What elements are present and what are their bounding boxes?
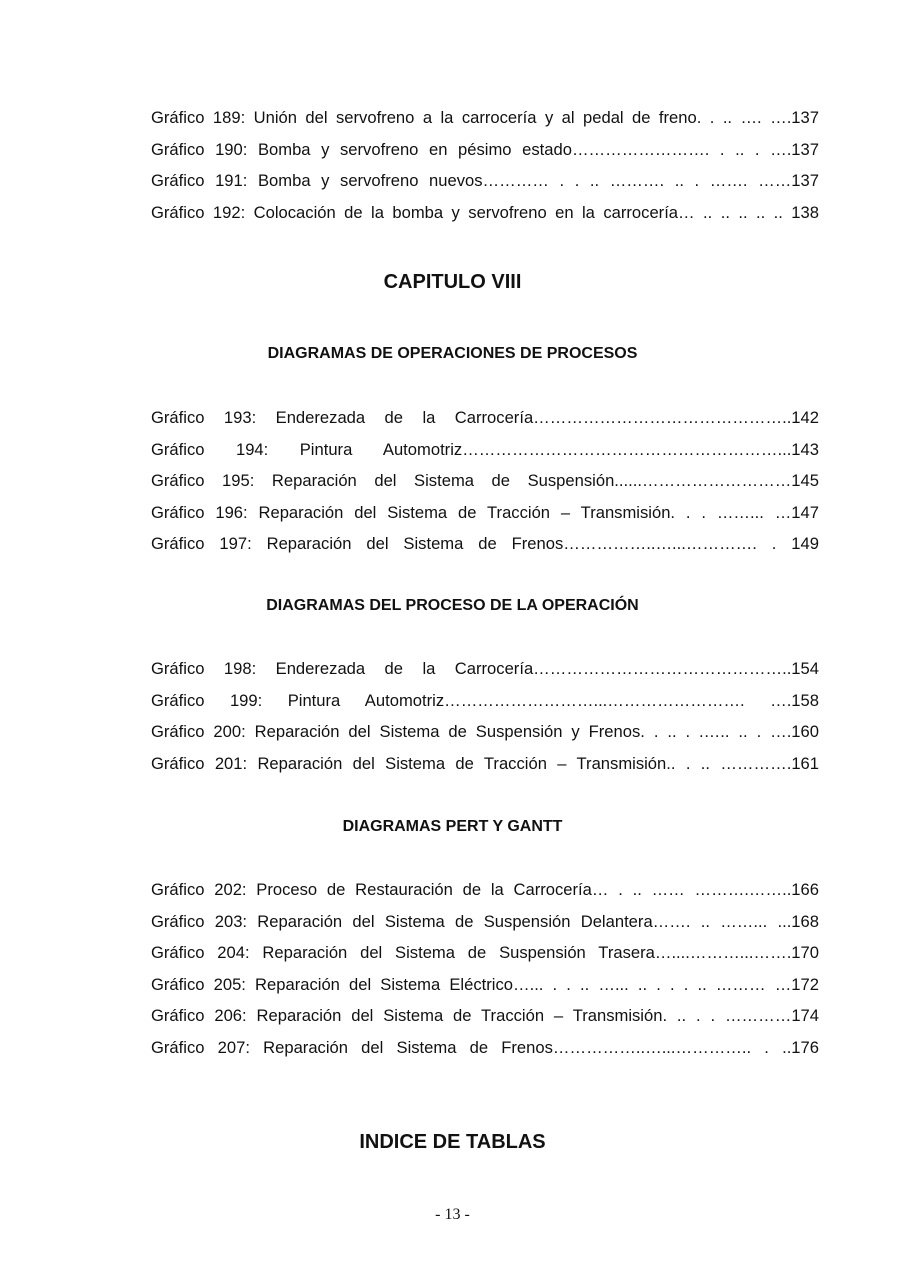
next-section-title: INDICE DE TABLAS [359,1131,546,1153]
toc-entry[interactable]: Gráfico 204: Reparación del Sistema de Suspensión Trasera…....………...…….170 [151,943,819,962]
toc-entry[interactable]: Gráfico 198: Enderezada de la Carrocería………………………………………..154 [151,659,819,678]
toc-list-operaciones [151,402,819,560]
toc-list-pert-gantt [151,874,819,1063]
toc-entry[interactable]: Gráfico 190: Bomba y servofreno en pésimo estado……………………. . .. . ….137 [151,139,819,159]
toc-entry[interactable]: Gráfico 201: Reparación del Sistema de Tracción – Transmisión.. . .. ………….161 [151,753,819,773]
section-title-pert-gantt: DIAGRAMAS PERT Y GANTT [342,818,563,835]
section-title-proceso: DIAGRAMAS DEL PROCESO DE LA OPERACIÓN [266,597,639,614]
toc-entry[interactable]: Gráfico 207: Reparación del Sistema de Frenos……………..…...………….. . ..176 [151,1037,819,1057]
toc-entry[interactable]: Gráfico 189: Unión del servofreno a la carrocería y al pedal de freno. . .. …. ….137 [151,108,819,127]
toc-list-top [151,102,819,228]
toc-entry[interactable]: Gráfico 196: Reparación del Sistema de Tracción – Transmisión. . . ……... …147 [151,502,819,522]
toc-entry[interactable]: Gráfico 202: Proceso de Restauración de la Carrocería… . .. …… ……….……..166 [151,880,819,899]
toc-entry[interactable]: Gráfico 205: Reparación del Sistema Eléctrico…... . . .. …... .. . . . .. ……… …172 [151,974,819,994]
toc-entry[interactable]: Gráfico 193: Enderezada de la Carrocería………………………………………..142 [151,408,819,427]
toc-entry[interactable]: Gráfico 197: Reparación del Sistema de Frenos……………..…...…………. . 149 [151,534,819,553]
toc-entry[interactable]: Gráfico 192: Colocación de la bomba y servofreno en la carrocería… .. .. .. .. .. 138 [151,202,819,222]
toc-entry[interactable]: Gráfico 191: Bomba y servofreno nuevos………… . . .. ………. .. . ……. ……137 [151,171,819,190]
toc-list-proceso [151,653,819,779]
toc-entry[interactable]: Gráfico 195: Reparación del Sistema de Suspensión......………………………145 [151,471,819,490]
toc-entry[interactable]: Gráfico 206: Reparación del Sistema de Tracción – Transmisión. .. . . …………174 [151,1006,819,1025]
toc-entry[interactable]: Gráfico 200: Reparación del Sistema de Suspensión y Frenos. . .. . .….. .. . ….160 [151,722,819,741]
toc-entry[interactable]: Gráfico 199: Pintura Automotriz………………………...……………………. ….158 [151,690,819,710]
section-title-operaciones: DIAGRAMAS DE OPERACIONES DE PROCESOS [267,345,638,362]
page-number: - 13 - [435,1206,470,1223]
toc-entry[interactable]: Gráfico 203: Reparación del Sistema de Suspensión Delantera……. .. ……... ...168 [151,911,819,931]
toc-entry[interactable]: Gráfico 194: Pintura Automotriz…………………………………………………...143 [151,439,819,459]
chapter-title: CAPITULO VIII [383,271,522,293]
